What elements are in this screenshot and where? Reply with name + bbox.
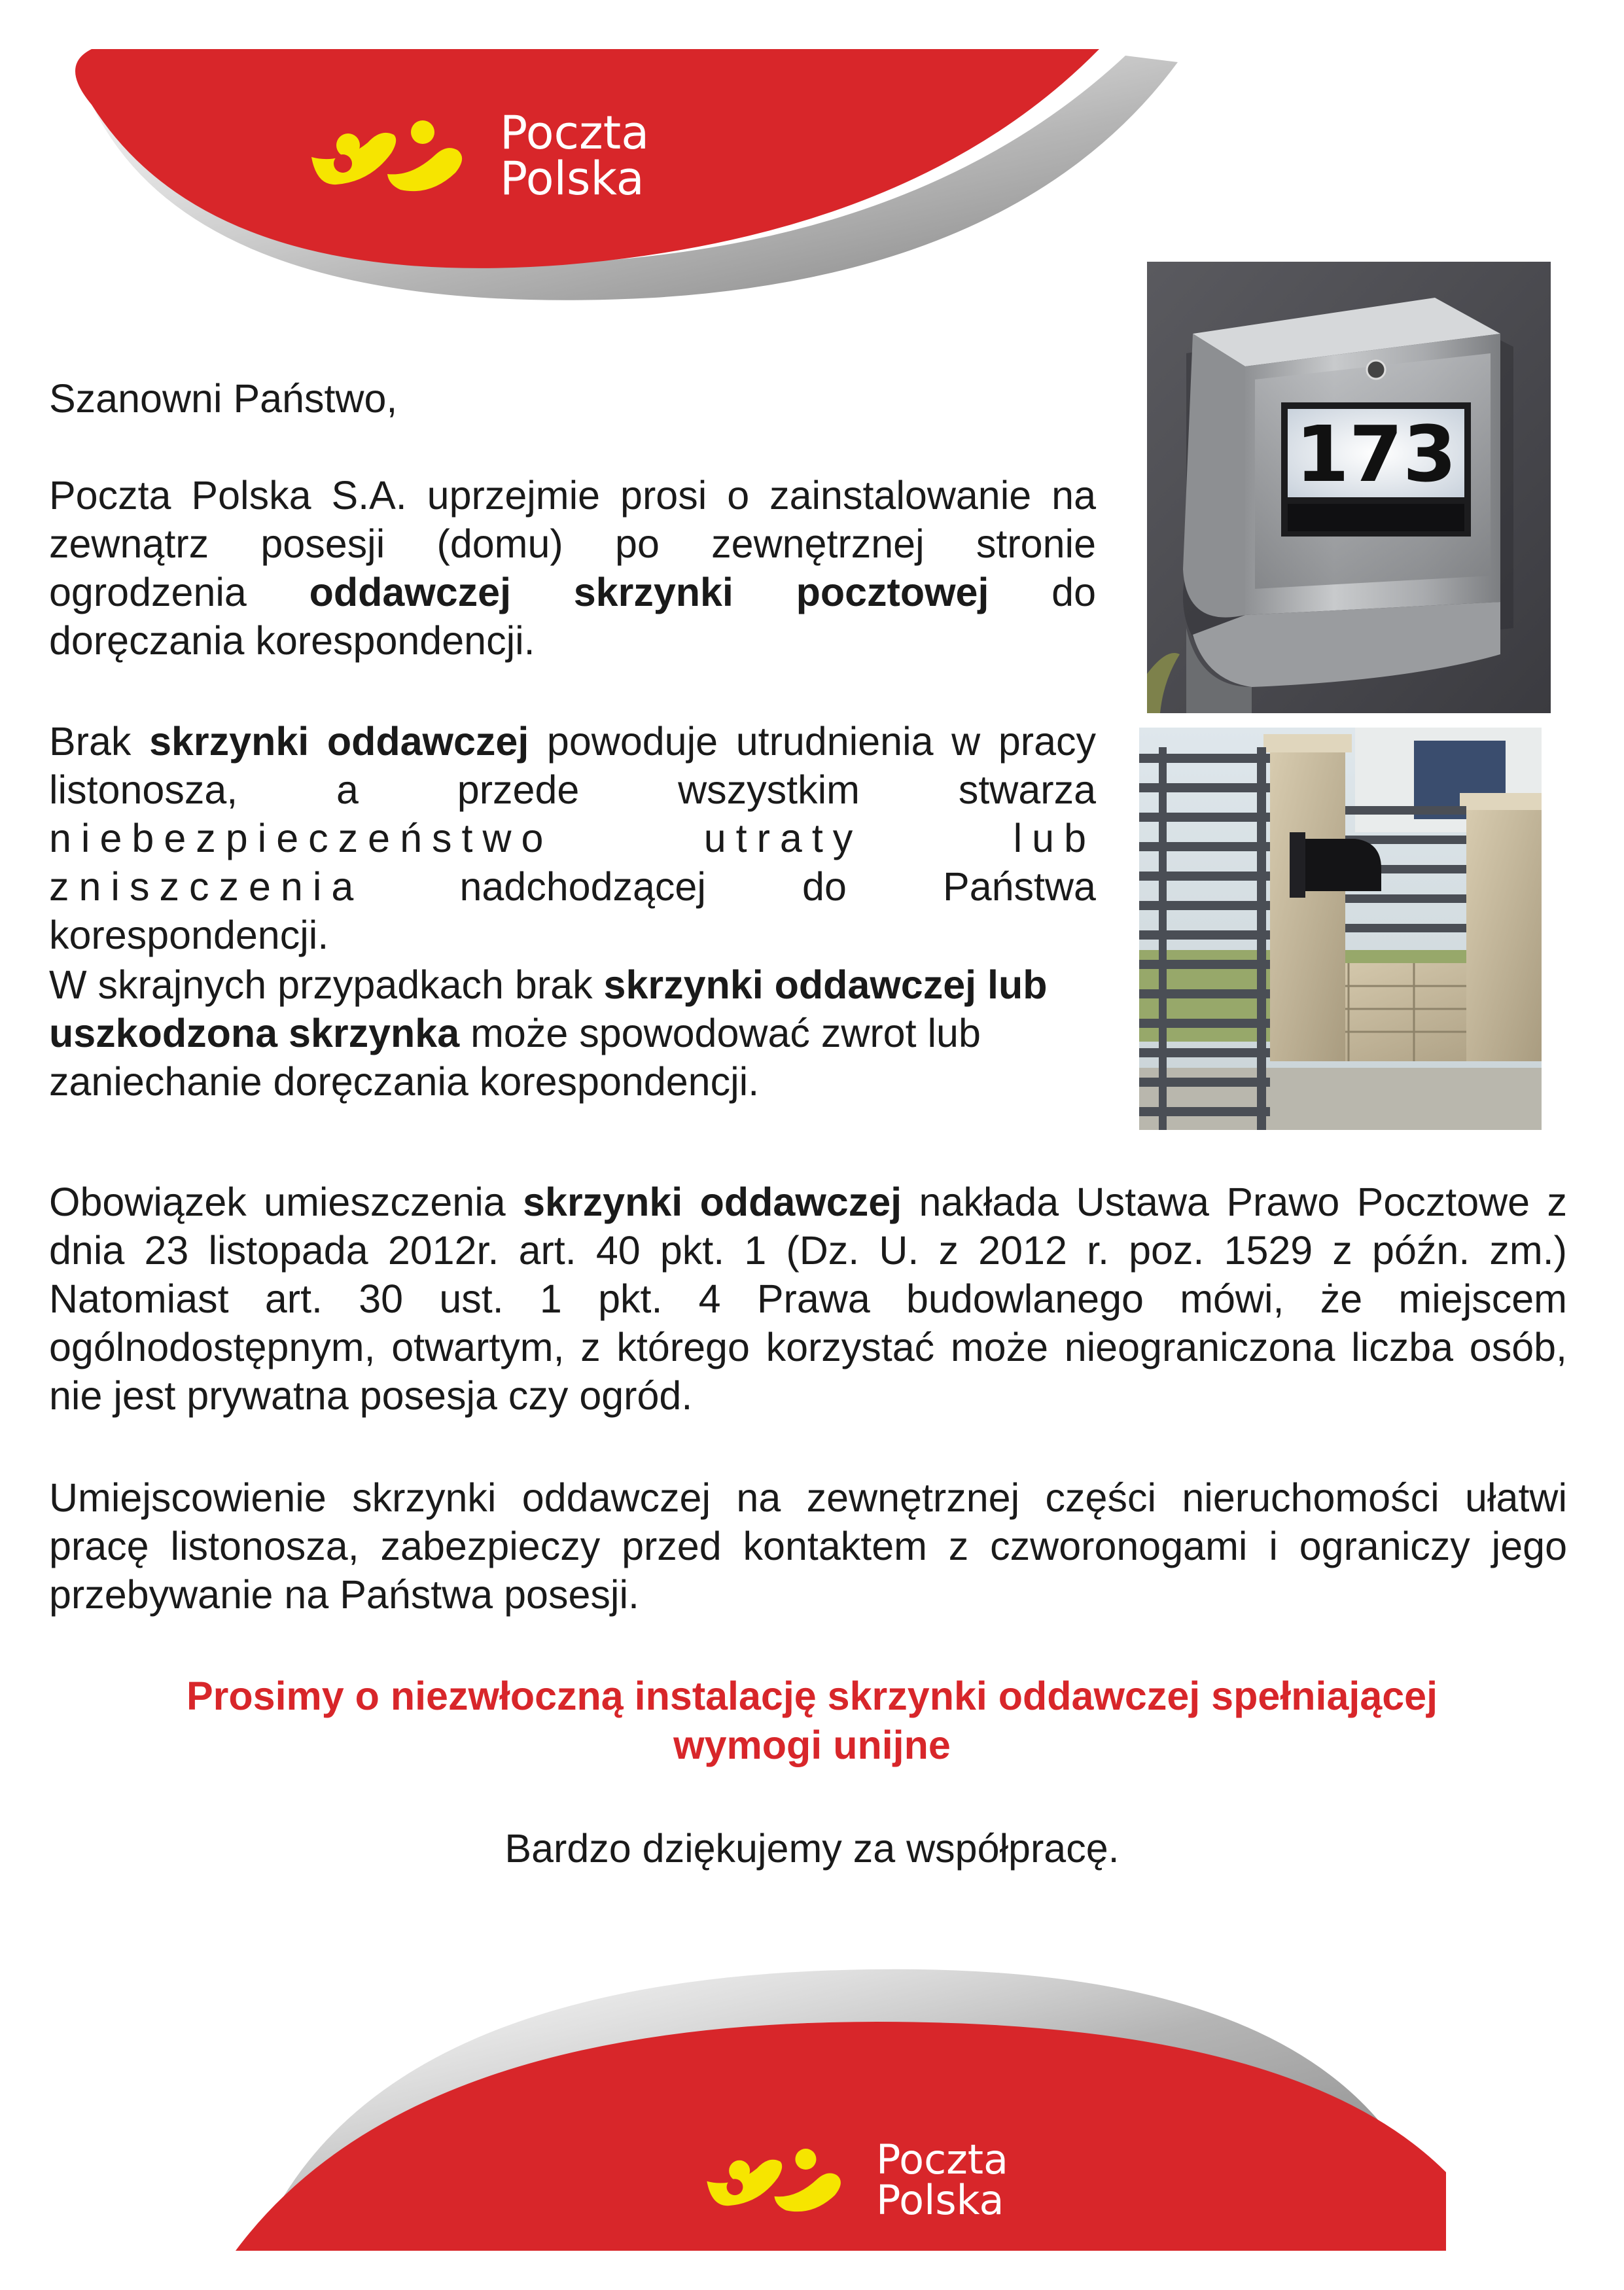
greeting: Szanowni Państwo, [49,376,398,421]
p2-spaced: niebezpieczeństwo utraty lub zniszczenia [49,816,1096,909]
p2-text-c: powoduje utrudnienia w pracy listonosza, a przede wszystkim stwarza [49,719,1097,812]
appeal-line-1: Prosimy o niezwłoczną instalację skrzynki oddawczej spełniającej [186,1674,1438,1718]
bottom-logo [703,2136,1009,2224]
thanks: Bardzo dziękujemy za współpracę. [504,1826,1120,1871]
paragraph-3 [49,960,1096,1106]
p3-text-a: W skrajnych przypadkach brak [49,962,604,1007]
p1-text-c: do doręczania korespondencji. [49,570,1096,663]
p3-text-c: może spowodować zwrot lub zaniechanie doręczania korespondencji. [49,1011,981,1104]
house-number: 173 [1295,409,1457,499]
bottom-banner [183,1937,1623,2290]
p3-bold: skrzynki oddawczej lub uszkodzona skrzynka [49,962,1048,1055]
p4-text-a: Obowiązek umieszczenia [49,1180,523,1224]
p2-text-a: Brak [49,719,150,764]
p1-bold: oddawczej skrzynki pocztowej [309,570,989,614]
p4-bold: skrzynki oddawczej [523,1180,902,1224]
brand-line2-bottom: Polska [876,2176,1004,2224]
paragraph-2 [49,717,1096,959]
paragraph-4 [49,1178,1567,1420]
mailbox-photo [1147,262,1551,713]
p2-bold: skrzynki oddawczej [149,719,529,764]
p1-text-a: Poczta Polska S.A. uprzejmie prosi o zainstalowanie na zewnątrz posesji (domu) po zewnętrznej stronie ogrodzenia [49,473,1096,614]
appeal-line-2: wymogi unijne [673,1723,951,1767]
paragraph-5: Umiejscowienie skrzynki oddawczej na zewnętrznej części nieruchomości ułatwi pracę listonosza, zabezpieczy przed kontaktem z czworonogami i ograniczy jego przebywanie na Państwa posesji. [49,1475,1567,1617]
top-logo [308,106,650,205]
brand-line2: Polska [500,152,644,205]
paragraph-1 [49,471,1096,665]
appeal [0,1672,1624,1770]
brand-line1: Poczta [500,106,650,160]
p2-text-e: nadchodzącej do Państwa korespondencji. [49,864,1096,957]
poczta-polska-logo-icon [308,116,484,195]
brand-line1-bottom: Poczta [876,2136,1009,2183]
p4-text-c: nakłada Ustawa Prawo Pocztowe z dnia 23 listopada 2012r. art. 40 pkt. 1 (Dz. U. z 2012 r. poz. 1529 z późn. zm.) Natomiast art. 30 ust. 1 pkt. 4 Prawa budowlanego mówi, że miejscem ogólnodostępnym, otwartym, z którego korzystać może nieograniczona liczba osób, nie jest prywatna posesja czy ogród. [49,1180,1567,1418]
fence-photo [1139,728,1542,1130]
poczta-polska-logo-icon [703,2145,860,2215]
